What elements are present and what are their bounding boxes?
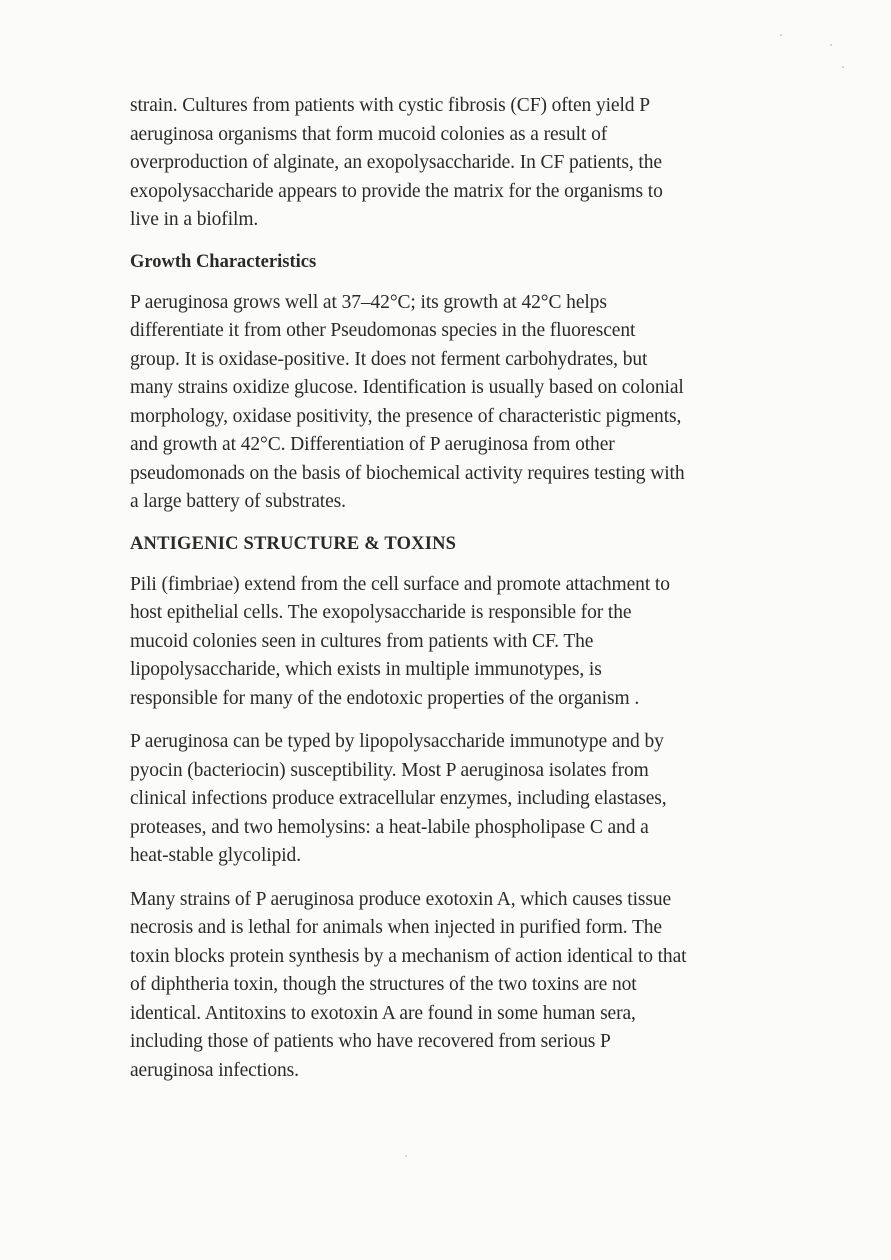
paragraph-line: P aeruginosa can be typed by lipopolysaccharide immunotype and by [130, 731, 664, 752]
paragraph-line: aeruginosa organisms that form mucoid colonies as a result of [130, 123, 608, 145]
paragraph-line: differentiate it from other Pseudomonas species in the fluorescent [130, 320, 636, 341]
paragraph-line: and growth at 42°C. Differentiation of P aeruginosa from other [130, 434, 615, 455]
scan-speck [405, 1155, 407, 1157]
paragraph-line: identical. Antitoxins to exotoxin A are found in some human sera, [130, 1002, 636, 1024]
scan-speck [780, 34, 782, 36]
paragraph-line: pseudomonads on the basis of biochemical activity requires testing with [130, 462, 685, 484]
paragraph-line: exopolysaccharide appears to provide the matrix for the organisms to [130, 180, 663, 202]
paragraph-line: live in a biofilm. [130, 209, 259, 230]
paragraph-line: P aeruginosa grows well at 37–42°C; its growth at 42°C helps [130, 291, 607, 313]
scan-speck [842, 66, 844, 68]
scan-speck [830, 44, 832, 46]
paragraph-line: responsible for many of the endotoxic properties of the organism . [130, 687, 640, 709]
paragraph-line: strain. Cultures from patients with cystic fibrosis (CF) often yield P [130, 95, 650, 116]
paragraph-line: mucoid colonies seen in cultures from patients with CF. The [130, 630, 594, 652]
paragraph-line: heat-stable glycolipid. [130, 845, 301, 866]
exotoxin-paragraph [130, 886, 745, 1086]
growth-paragraph [130, 289, 745, 517]
paragraph-line: necrosis and is lethal for animals when injected in purified form. The [130, 917, 662, 938]
paragraph-line: pyocin (bacteriocin) susceptibility. Most P aeruginosa isolates from [130, 759, 649, 781]
paragraph-line: aeruginosa infections. [130, 1059, 299, 1081]
page-content [130, 92, 745, 1085]
pili-paragraph [130, 571, 745, 714]
growth-characteristics-heading: Growth Characteristics [130, 251, 317, 272]
paragraph-line: a large battery of substrates. [130, 491, 346, 512]
paragraph-line: Pili (fimbriae) extend from the cell surface and promote attachment to [130, 573, 670, 595]
paragraph-line: proteases, and two hemolysins: a heat-labile phospholipase C and a [130, 816, 649, 838]
paragraph-line: morphology, oxidase positivity, the presence of characteristic pigments, [130, 405, 682, 427]
paragraph-line: of diphtheria toxin, though the structures of the two toxins are not [130, 974, 637, 995]
paragraph-line: many strains oxidize glucose. Identification is usually based on colonial [130, 377, 684, 398]
typing-paragraph [130, 728, 745, 871]
paragraph-line: toxin blocks protein synthesis by a mechanism of action identical to that [130, 945, 687, 967]
paragraph-line: lipopolysaccharide, which exists in multiple immunotypes, is [130, 659, 602, 680]
paragraph-line: Many strains of P aeruginosa produce exotoxin A, which causes tissue [130, 888, 672, 910]
paragraph-line: clinical infections produce extracellular enzymes, including elastases, [130, 788, 667, 809]
paragraph-line: including those of patients who have recovered from serious P [130, 1031, 611, 1052]
paragraph-line: overproduction of alginate, an exopolysaccharide. In CF patients, the [130, 152, 662, 173]
intro-paragraph [130, 92, 745, 235]
paragraph-line: group. It is oxidase-positive. It does not ferment carbohydrates, but [130, 348, 648, 370]
paragraph-line: host epithelial cells. The exopolysaccharide is responsible for the [130, 602, 632, 623]
antigenic-structure-heading: ANTIGENIC STRUCTURE & TOXINS [130, 533, 457, 554]
